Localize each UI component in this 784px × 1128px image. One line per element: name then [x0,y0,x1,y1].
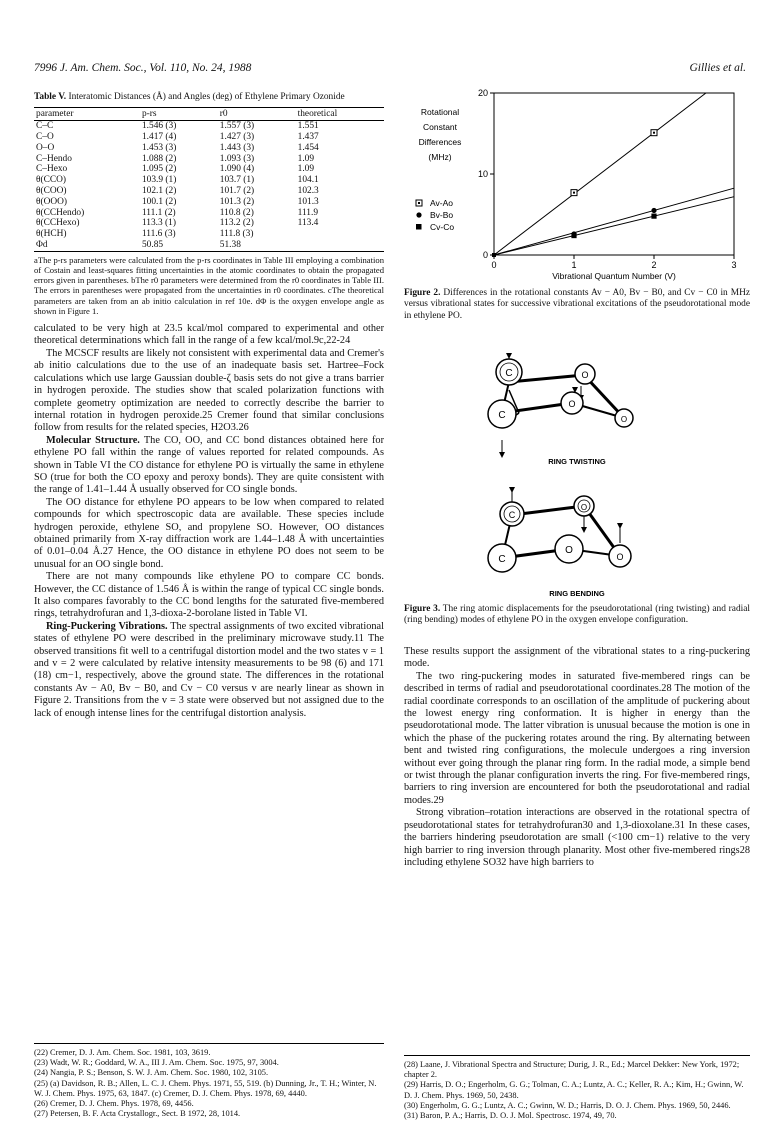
table-cell: 101.3 (2) [219,196,255,207]
series-line [494,93,706,255]
table-header-cell: parameter [34,107,140,121]
table-cell: θ(CCHendo) [36,207,85,218]
right-references [404,1060,750,1121]
table-cell: 100.1 (2) [141,196,177,207]
figure-3-caption: Figure 3. The ring atomic displacements for the pseudorotational (ring twisting) and radial (ring bending) modes of ethylene PO in the oxygen envelope configuration. [404,604,750,626]
series-line [494,188,734,255]
reference: (30) Engerholm, G. G.; Luntz, A. C.; Gwinn, W. D.; Harris, D. O. J. Chem. Phys. 1969, 50, 2446. [404,1100,731,1110]
refs-divider-right [404,1055,750,1056]
table-row [34,121,384,132]
legend-label: Av-Ao [430,198,453,208]
table-cell: 113.4 [297,218,319,229]
table-cell: 101.7 (2) [219,186,255,197]
ring-bending-diagram [488,490,631,598]
table-cell: 1.088 (2) [141,153,177,164]
reference: (31) Baron, P. A.; Harris, D. O. J. Mol. Spectrosc. 1974, 49, 70. [404,1111,617,1121]
series-line [494,197,734,255]
data-point [651,208,656,213]
table-cell: 111.1 (2) [141,207,176,218]
table-cell: 111.8 (3) [219,229,254,240]
figure-3-diagram [404,330,750,600]
x-tick-label: 2 [651,260,657,270]
table-v [34,107,384,252]
table-cell: O–O [36,142,55,153]
section-heading: Molecular Structure. [46,434,140,446]
table-cell [296,240,384,251]
origin-point [492,253,496,257]
reference: (29) Harris, D. O.; Engerholm, G. G.; Tolman, C. A.; Luntz, A. C.; Keller, R. A.; Kim, H.; Gwinn, W. D. J. Chem. Phys. 1969, 50, 2438. [404,1080,744,1100]
legend-label: Cv-Co [430,222,455,232]
table-cell: 111.9 [297,207,319,218]
x-tick-label: 0 [491,260,497,270]
table-row [34,229,384,240]
reference: (27) Petersen, B. F. Acta Crystallogr., Sect. B 1972, 28, 1014. [34,1109,241,1119]
section-heading: Ring-Puckering Vibrations. [46,620,168,632]
table-cell: 1.437 [297,132,319,143]
table-header-cell: theoretical [296,107,384,121]
paragraph: These results support the assignment of the vibrational states to a ring-puckering mode. [404,646,750,670]
table-footnote: aThe p-rs parameters were calculated from the p-rs coordinates in Table III employing a combination of Costain and least-squares fitting uncertainties in the atomic coordinates to obtain the propagated errors given in parentheses. bThe r0 parameters were determined from the r0 coordinates in Table III. The errors in parentheses were propagated from the uncertainties in r0 coordinates. cThe theoretical parameters are taken from an ab initio calculation in ref 10e. dΦ is the oxygen envelope angle as shown in Figure 1. [34,254,384,316]
table-cell: 101.3 [297,196,319,207]
table-row [34,154,384,165]
table-cell: 1.427 (3) [219,132,255,143]
plot-frame [494,93,734,255]
table-cell: 1.454 [297,142,319,153]
table-row [34,132,384,143]
running-authors: Gillies et al. [689,62,746,74]
reference: (28) Laane, J. Vibrational Spectra and Structure; Durig, J. R., Ed.; Marcel Dekker: New York, 1972; chapter 2. [404,1060,740,1080]
table-row [34,143,384,154]
paragraph: Strong vibration–rotation interactions are observed in the rotational spectra of pseudorotational states for tetrahydrofuran30 and 1,3-dioxolane.31 In these cases, the barriers hindering pseudorotation are small (<100 cm−1) relative to the very high barrier to ring inversion through planarity. Most other five-membered rings28 including ethylene SO32 have high barriers to [404,807,750,868]
table-cell: 51.38 [218,240,296,251]
table-row [34,164,384,175]
ring-bending-label: RING BENDING [549,589,605,598]
table-cell: 1.551 [297,121,319,132]
table-cell: 1.546 (3) [141,121,177,132]
table-cell: 110.8 (2) [219,207,254,218]
table-cell: θ(CCHexo) [36,218,80,229]
table-cell: C–Hexo [36,164,68,175]
table-header-cell: p-rs [140,107,218,121]
legend-marker [416,224,422,230]
table-row [34,208,384,219]
atom-label: C [505,368,513,379]
reference: (26) Cremer, D. J. Chem. Phys. 1978, 69, 4456. [34,1099,194,1109]
table-cell: 103.7 (1) [219,175,255,186]
figure-2-caption: Figure 2. Differences in the rotational constants Av − A0, Bv − B0, and Cv − C0 in MHz versus vibrational states for successive vibrational excitations of the pseudorotational mode in ethylene PO. [404,288,751,321]
atom-label: C [508,510,516,520]
ring-twisting-diagram [488,356,633,466]
atom-label: O [565,545,573,556]
y-axis-label-line: (MHz) [428,152,452,162]
table-cell: 104.1 [297,175,319,186]
data-point [651,214,656,219]
table-cell: θ(OOO) [36,196,68,207]
table-cell: θ(COO) [36,186,67,197]
table-cell: 1.090 (4) [219,164,255,175]
y-axis-label-line: Rotational [420,107,460,117]
legend-marker-center [418,202,420,204]
table-header-cell: r0 [218,107,296,121]
table-cell: C–O [36,132,54,143]
left-references [34,1048,384,1119]
paragraph: The two ring-puckering modes in saturated five-membered rings can be described in terms of radial and pseudorotational coordinates.28 The motion of the radial coordinate corresponds to an oscillation of the amplitude of puckering about the lowest energy ring conformation. It is higher in energy than the pseudorotational mode. The latter vibration is unusual because the motion is one in which the phase of the puckering rotates around the ring. By alternating between bent and twisted ring configurations, the molecule undergoes a ring inversion without ever going through the planar ring form. In the radial mode, a simple bend or twist through the planar configuration inverts the ring. For five-membered rings, barriers to ring inversion are encountered for both the pseudorotational and radial modes.29 [404,670,750,806]
right-column [404,646,750,869]
data-point-center [653,132,655,134]
x-tick-label: 3 [731,260,737,270]
table-cell: 1.417 (4) [141,132,177,143]
table-cell: 113.2 (2) [219,218,254,229]
table-cell: 1.09 [297,153,315,164]
paragraph: The CO, OO, and CC bond distances obtained here for ethylene PO fall within the range of values reported for related compounds. As shown in Table VI the CO distance for ethylene PO is virtually the same in ethylene SO (true for both the CO epoxy and peroxy bonds). They are quite consistent with the range of 1.41–1.44 Å usually observed for CO single bonds. [34,434,384,496]
table-cell: 1.453 (3) [141,142,177,153]
paragraph: The MCSCF results are likely not consistent with experimental data and Cremer's ab initio calculations due to the use of an inadequate basis set. Hartree–Fock calculations which use large Gaussian double-ζ basis sets do not give a trans barrier in hydrogen peroxide. The studies show that scaled polarization functions with complete geometry optimization are needed to correctly describe the barrier to internal rotation in hydrogen peroxide.25 Cremer found that similar conclusions follow from results for the related species, H2O3.26 [34,347,384,434]
reference: (25) (a) Davidson, R. B.; Allen, L. C. J. Chem. Phys. 1971, 55, 519. (b) Dunning, Jr., T. H.; Winter, N. W. J. Chem. Phys. 1975, 63, 1847. (c) Cremer, D. J. Chem. Phys. 1978, 69, 4440. [34,1078,377,1098]
atom-label: O [568,399,576,409]
reference: (22) Cremer, D. J. Am. Chem. Soc. 1981, 103, 3619. [34,1048,211,1057]
table-cell: 102.1 (2) [141,186,177,197]
table-row [34,218,384,229]
x-axis-label: Vibrational Quantum Number (V) [552,271,676,281]
legend-label: Bv-Bo [430,210,454,220]
atom-label: C [498,410,506,421]
paragraph: There are not many compounds like ethylene PO to compare CC bonds. However, the CC distance of 1.546 Å is within the range of typical CC single bonds. It also compares favorably to the CC bond lengths for the saturated five-membered rings, tetrahydrofuran and 1,3-dioxa-2-borolane listed in Table VI. [34,571,384,620]
refs-divider [34,1043,384,1044]
table-row [34,197,384,208]
table-cell: θ(HCH) [36,229,67,240]
atom-label: O [581,370,589,380]
table-cell: 50.85 [140,240,218,251]
table-cell: 1.09 [297,164,315,175]
y-tick-label: 0 [482,250,488,260]
left-column [34,92,384,720]
reference: (24) Nangia, P. S.; Benson, S. W. J. Am. Chem. Soc. 1980, 102, 3105. [34,1068,269,1078]
y-axis-label-line: Differences [418,137,462,147]
table-cell: 1.095 (2) [141,164,177,175]
table-cell: θ(CCO) [36,175,67,186]
atom-label: O [620,415,628,424]
table-row [34,240,384,251]
y-tick-label: 10 [477,169,488,179]
x-tick-label: 1 [571,260,577,270]
table-cell: 103.9 (1) [141,175,177,186]
paragraph: calculated to be very high at 23.5 kcal/mol compared to experimental and other theoretical determinations which fall in the range of a few kcal/mol.9c,22-24 [34,323,384,347]
table-cell [296,229,384,240]
reference: (23) Wadt, W. R.; Goddard, W. A., III J. Am. Chem. Soc. 1975, 97, 3004. [34,1058,279,1068]
table-cell: C–C [36,121,54,132]
atom-label: O [580,503,588,512]
figure-2-chart [404,85,750,285]
table-cell: 102.3 [297,186,319,197]
table-cell: 1.443 (3) [219,142,255,153]
atom-label: C [498,554,506,565]
page-journal-line: 7996 J. Am. Chem. Soc., Vol. 110, No. 24, 1988 [34,62,252,74]
table-cell: 1.093 (3) [219,153,255,164]
table-cell: 111.6 (3) [141,229,176,240]
table-cell: 113.3 (1) [141,218,176,229]
paragraph: The OO distance for ethylene PO appears to be low when compared to related compounds for which spectroscopic data are available. These species include hydrogen peroxide, ethylene SO, and propylene SO. However, OO distances obtained primarily from X-ray diffraction work are 1.44–1.48 Å with uncertainties of 0.01–0.04 Å.27 Hence, the OO distance in ethylene PO does not seem to be unusual for an OO single bond. [34,496,384,570]
table-cell: Φd [34,240,140,251]
table-caption: Table V. Interatomic Distances (Å) and Angles (deg) of Ethylene Primary Ozonide [34,92,345,102]
table-cell: 1.557 (3) [219,121,255,132]
legend-marker [416,212,421,217]
paragraph: The spectral assignments of two excited vibrational states of ethylene PO were described in the preliminary microwave study.11 The observed transitions fit well to a centrifugal distortion model and the two states v = 1 and v = 2 were calculated by relative intensity measurements to be 98 (6) and 171 (18) cm−1, respectively, above the ground state. The differences in the rotational constants Av − A0, Bv − B0, and Cv − C0 versus v are nearly linear as shown in Figure 2. Transitions from the v = 3 state were observed but not assigned due to the lack of enough intense lines for the centrifugal distortion analysis. [34,620,384,719]
data-point-center [573,192,575,194]
atom-label: O [616,552,624,562]
table-row [34,186,384,197]
ring-twisting-label: RING TWISTING [548,457,606,466]
table-cell: C–Hendo [36,153,72,164]
data-point [571,233,576,238]
y-axis-label-line: Constant [422,122,458,132]
table-row [34,175,384,186]
y-tick-label: 20 [477,88,488,98]
